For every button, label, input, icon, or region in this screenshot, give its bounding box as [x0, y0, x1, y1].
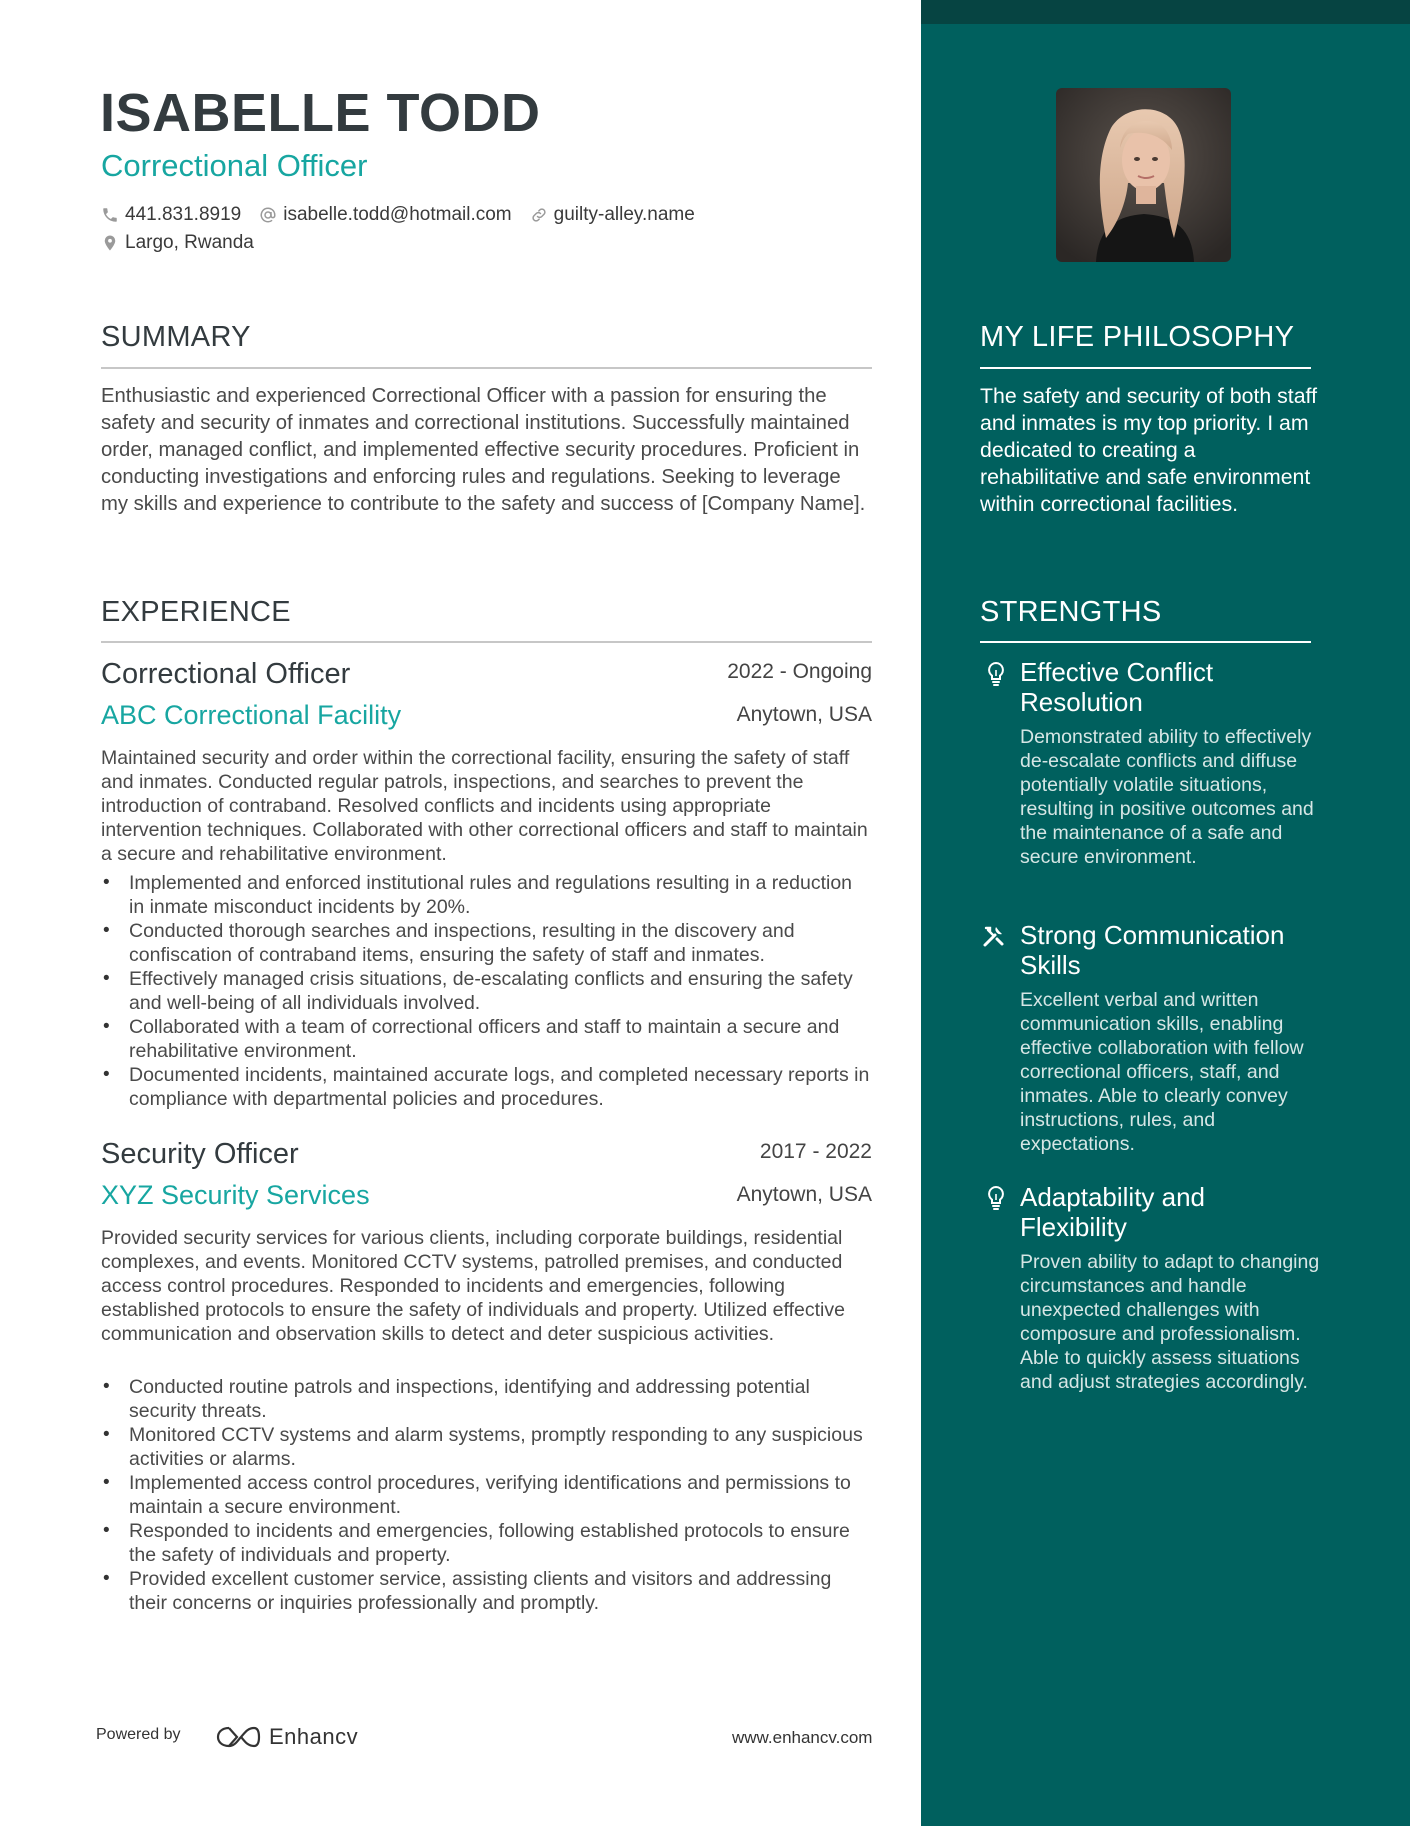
strengths-title: STRENGTHS: [980, 596, 1162, 628]
job-location: Anytown, USA: [736, 703, 872, 726]
job-bullet: • Implemented access control procedures, verifying identifications and permissions to maintain a secure environment.: [101, 1471, 872, 1519]
philosophy-title: MY LIFE PHILOSOPHY: [980, 321, 1295, 353]
job-dates: 2017 - 2022: [759, 1140, 872, 1163]
strength-description: Demonstrated ability to effectively de-escalate conflicts and diffuse potentially volatile situations, resulting in positive outcomes and the maintenance of a safe and secure environment.: [1020, 726, 1314, 868]
candidate-name: ISABELLE TODD: [100, 83, 541, 143]
lightbulb-icon: [984, 661, 1008, 687]
strength-title: Adaptability and Flexibility: [1020, 1182, 1206, 1242]
location-pin-icon: [101, 234, 119, 252]
strength-description: Proven ability to adapt to changing circumstances and handle unexpected challenges with composure and professionalism. Able to quickly assess situations and adjust strategies accordingly.: [1020, 1251, 1320, 1393]
location-contact: [101, 232, 254, 254]
strength-title: Effective Conflict Resolution: [1020, 657, 1214, 717]
website-contact[interactable]: [530, 204, 695, 226]
enhancv-logo[interactable]: [215, 1724, 358, 1750]
tools-icon: [982, 923, 1006, 949]
job-bullets: [101, 1375, 872, 1615]
job-description: Maintained security and order within the correctional facility, ensuring the safety of staff and inmates. Conducted regular patrols, inspections, and searches to prevent the introduction of contraband. Resolved conflicts and incidents using appropriate intervention techniques. Collaborated with other correctional officers and staff to maintain a secure and rehabilitative environment.: [101, 747, 868, 865]
footer-url[interactable]: www.enhancv.com: [732, 1728, 873, 1747]
experience-divider: [101, 641, 872, 643]
location-text: Largo, Rwanda: [125, 232, 254, 253]
strength-description: Excellent verbal and written communication skills, enabling effective collaboration with fellow correctional officers, staff, and inmates. Able to clearly convey instructions, rules, and expectations.: [1020, 989, 1304, 1155]
summary-title: SUMMARY: [101, 321, 251, 353]
phone-contact[interactable]: [101, 204, 241, 226]
enhancv-brand: Enhancv: [269, 1724, 359, 1749]
powered-by-label: Powered by: [96, 1726, 181, 1743]
profile-photo-image: [1056, 88, 1231, 262]
email-text: isabelle.todd@hotmail.com: [283, 204, 512, 225]
summary-text: Enthusiastic and experienced Correctional Officer with a passion for ensuring the safety and security of inmates and correctional institutions. Successfully maintained order, managed conflict, and implemented effective security procedures. Proficient in conducting investigations and enforcing rules and regulations. Seeking to leverage my skills and experience to contribute to the safety and success of [Company Name].: [101, 385, 866, 515]
philosophy-text: The safety and security of both staff and inmates is my top priority. I am dedicated to creating a rehabilitative and safe environment within correctional facilities.: [980, 384, 1317, 516]
at-icon: [259, 206, 277, 224]
lightbulb-icon: [984, 1185, 1008, 1211]
sidebar-top-band: [921, 0, 1410, 24]
candidate-role: Correctional Officer: [101, 148, 368, 183]
enhancv-logo-icon: [215, 1724, 261, 1750]
job-bullet: • Conducted routine patrols and inspections, identifying and addressing potential security threats.: [101, 1375, 872, 1423]
job-description: Provided security services for various clients, including corporate buildings, residential complexes, and events. Monitored CCTV systems, patrolled premises, and conducted access control procedures. Responded to incidents and emergencies, following established protocols to ensure the safety of individuals and property. Utilized effective communication and observation skills to detect and deter suspicious activities.: [101, 1227, 845, 1345]
phone-icon: [101, 206, 119, 224]
strength-title: Strong Communication Skills: [1020, 920, 1285, 980]
job-title: Security Officer: [101, 1138, 299, 1170]
job-bullet: • Responded to incidents and emergencies, following established protocols to ensure the safety of individuals and property.: [101, 1519, 872, 1567]
job-title: Correctional Officer: [101, 658, 351, 690]
job-bullet: • Monitored CCTV systems and alarm systems, promptly responding to any suspicious activities or alarms.: [101, 1423, 872, 1471]
profile-photo: [1056, 88, 1231, 262]
website-text: guilty-alley.name: [553, 204, 695, 225]
phone-text: 441.831.8919: [125, 204, 242, 225]
sidebar: [921, 0, 1410, 1826]
strengths-divider: [980, 641, 1311, 643]
job-bullet: • Effectively managed crisis situations, de-escalating conflicts and ensuring the safety and well-being of all individuals involved.: [101, 967, 872, 1015]
job-bullet: • Documented incidents, maintained accurate logs, and completed necessary reports in compliance with departmental policies and procedures.: [101, 1063, 872, 1111]
job-location: Anytown, USA: [736, 1183, 872, 1206]
philosophy-divider: [980, 367, 1311, 369]
job-bullets: [101, 871, 872, 1111]
experience-title: EXPERIENCE: [101, 596, 291, 628]
job-company: XYZ Security Services: [101, 1180, 370, 1210]
email-contact[interactable]: [259, 204, 511, 226]
job-bullet: • Conducted thorough searches and inspections, resulting in the discovery and confiscation of contraband items, ensuring the safety of staff and inmates.: [101, 919, 872, 967]
contact-info: [101, 201, 713, 257]
link-icon: [530, 206, 548, 224]
job-bullet: • Collaborated with a team of correctional officers and staff to maintain a secure and rehabilitative environment.: [101, 1015, 872, 1063]
job-bullet: • Implemented and enforced institutional rules and regulations resulting in a reduction in inmate misconduct incidents by 20%.: [101, 871, 872, 919]
job-bullet: • Provided excellent customer service, assisting clients and visitors and addressing their concerns or inquiries professionally and promptly.: [101, 1567, 872, 1615]
job-company: ABC Correctional Facility: [101, 700, 402, 730]
summary-divider: [101, 367, 872, 369]
job-dates: 2022 - Ongoing: [727, 660, 872, 683]
